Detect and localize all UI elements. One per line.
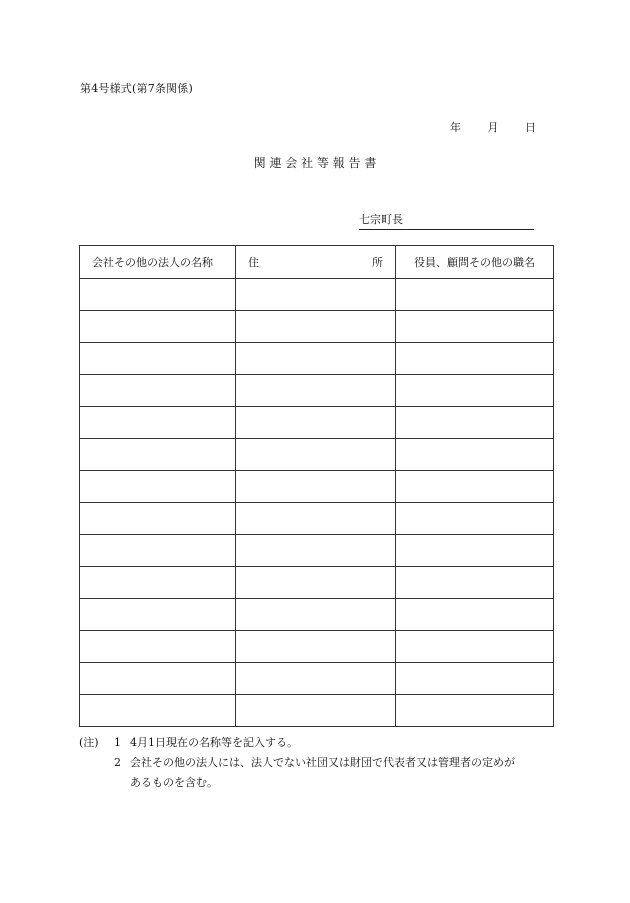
address-cell[interactable] — [236, 535, 396, 567]
table-row — [80, 343, 554, 375]
address-cell[interactable] — [236, 599, 396, 631]
name-cell[interactable] — [80, 471, 236, 503]
position-cell[interactable] — [396, 407, 554, 439]
position-cell[interactable] — [396, 663, 554, 695]
report-table — [79, 245, 554, 727]
name-cell[interactable] — [80, 695, 236, 727]
header-address — [236, 246, 396, 279]
name-cell[interactable] — [80, 663, 236, 695]
address-cell[interactable] — [236, 343, 396, 375]
table-row — [80, 695, 554, 727]
name-cell[interactable] — [80, 439, 236, 471]
table-row — [80, 567, 554, 599]
address-cell[interactable] — [236, 407, 396, 439]
name-cell[interactable] — [80, 279, 236, 311]
note-item-2 — [114, 753, 515, 773]
date-day-label: 日 — [525, 121, 536, 134]
note-number: 2 — [114, 756, 121, 769]
position-cell[interactable] — [396, 439, 554, 471]
address-cell[interactable] — [236, 663, 396, 695]
position-cell[interactable] — [396, 695, 554, 727]
table-body — [80, 279, 554, 727]
form-number: 第4号様式(第7条関係) — [80, 82, 193, 95]
position-cell[interactable] — [396, 375, 554, 407]
position-cell[interactable] — [396, 471, 554, 503]
header-name: 会社その他の法人の名称 — [80, 246, 236, 279]
date-year-label: 年 — [450, 121, 461, 134]
addressee: 七宗町長 — [359, 211, 534, 230]
position-cell[interactable] — [396, 279, 554, 311]
table-row — [80, 535, 554, 567]
note-item-1 — [114, 733, 298, 753]
name-cell[interactable] — [80, 567, 236, 599]
header-address-right: 所 — [372, 256, 383, 269]
position-cell[interactable] — [396, 631, 554, 663]
position-cell[interactable] — [396, 535, 554, 567]
position-cell[interactable] — [396, 599, 554, 631]
name-cell[interactable] — [80, 343, 236, 375]
address-cell[interactable] — [236, 439, 396, 471]
name-cell[interactable] — [80, 375, 236, 407]
name-cell[interactable] — [80, 503, 236, 535]
table-header-row — [80, 246, 554, 279]
note-number: 1 — [114, 736, 121, 749]
table-row — [80, 663, 554, 695]
table-row — [80, 311, 554, 343]
address-cell[interactable] — [236, 375, 396, 407]
date-month-label: 月 — [487, 121, 499, 134]
position-cell[interactable] — [396, 343, 554, 375]
name-cell[interactable] — [80, 631, 236, 663]
address-cell[interactable] — [236, 503, 396, 535]
name-cell[interactable] — [80, 599, 236, 631]
table-row — [80, 439, 554, 471]
address-cell[interactable] — [236, 279, 396, 311]
table-row — [80, 279, 554, 311]
document-title: 関 連 会 社 等 報 告 書 — [253, 156, 377, 170]
note-text-continuation: あるものを含む。 — [130, 776, 218, 789]
header-address-left: 住 — [248, 256, 259, 269]
table-row — [80, 471, 554, 503]
date-line — [450, 119, 536, 135]
note-text: 会社その他の法人には、法人でない社団又は財団で代表者又は管理者の定めが — [130, 756, 515, 769]
address-cell[interactable] — [236, 695, 396, 727]
table-row — [80, 503, 554, 535]
name-cell[interactable] — [80, 311, 236, 343]
note-text: 4月1日現在の名称等を記入する。 — [130, 736, 298, 749]
address-cell[interactable] — [236, 471, 396, 503]
table-row — [80, 631, 554, 663]
table-row — [80, 375, 554, 407]
name-cell[interactable] — [80, 535, 236, 567]
name-cell[interactable] — [80, 407, 236, 439]
address-cell[interactable] — [236, 311, 396, 343]
address-cell[interactable] — [236, 631, 396, 663]
table-row — [80, 407, 554, 439]
address-cell[interactable] — [236, 567, 396, 599]
position-cell[interactable] — [396, 503, 554, 535]
table-row — [80, 599, 554, 631]
position-cell[interactable] — [396, 567, 554, 599]
position-cell[interactable] — [396, 311, 554, 343]
notes-head: (注) — [79, 736, 99, 749]
header-position: 役員、顧問その他の職名 — [396, 246, 554, 279]
